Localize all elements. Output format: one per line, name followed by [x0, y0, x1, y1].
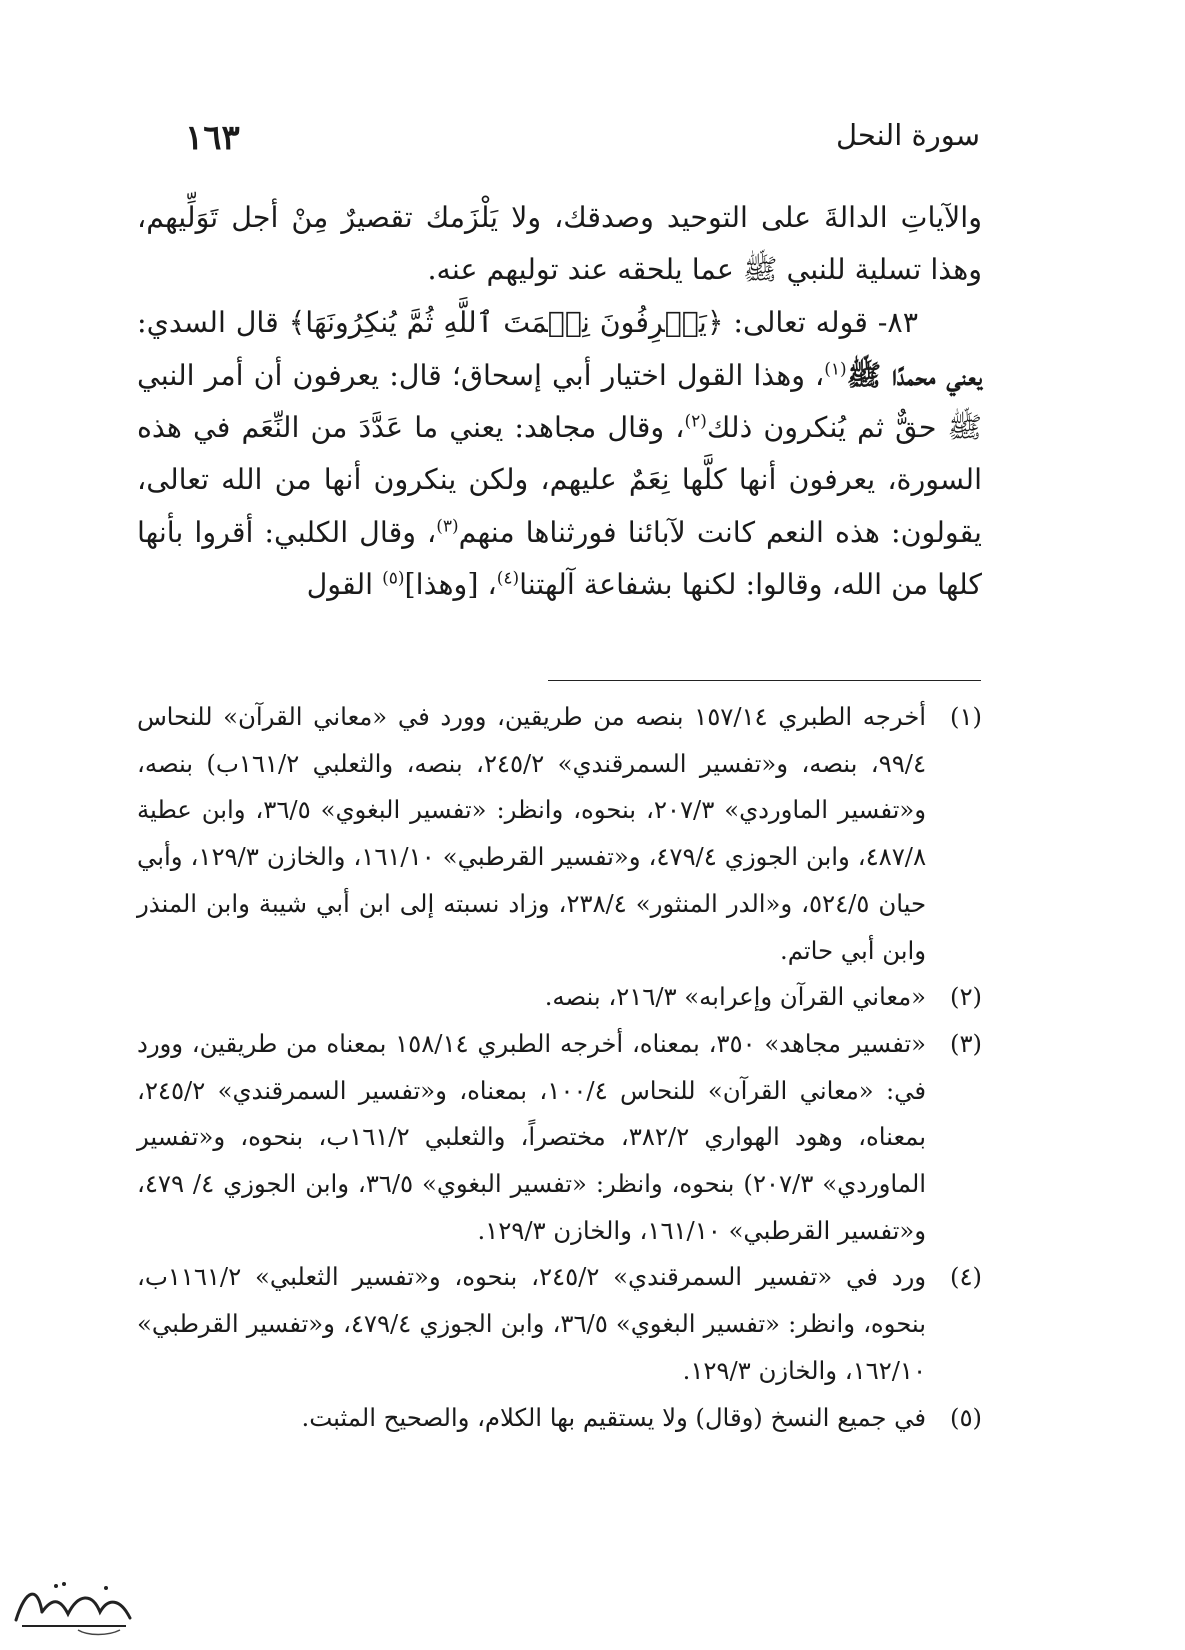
text-segment: ، وهذا القول اختيار أبي إسحاق؛ قال: يعرفون أن أمر النبي ﷺ حقٌّ ثم يُنكرون ذلك [137, 358, 982, 445]
footnote-number: (٣) [949, 1028, 982, 1058]
text-segment-bold: يعني محمدًا ﷺ [846, 357, 982, 392]
footnote-number: (٥) [949, 1402, 982, 1432]
footnote-text: «معاني القرآن وإعرابه» ٢١٦/٣، بنصه. [544, 982, 926, 1012]
page-number: ١٦٣ [185, 118, 240, 158]
footnote-1 [137, 694, 982, 974]
paragraph-1-line-2: وهذا تسلية للنبي ﷺ عما يلحقه عند توليهم عنه. [427, 253, 982, 287]
paragraph-2 [137, 297, 982, 612]
paragraph-1 [137, 192, 982, 297]
paragraph-1-line-1: والآياتِ الدالةَ على التوحيد وصدقك، ولا يَلْزَمك تقصيرٌ مِنْ أجل تَوَلِّيهم، [137, 201, 982, 234]
footnote-3 [137, 1021, 982, 1255]
text-segment: قال السدي: [137, 305, 289, 339]
footnote-number: (٢) [949, 982, 982, 1012]
footnote-4 [137, 1254, 982, 1394]
page-header [185, 118, 980, 168]
footnote-ref-1[interactable]: (١) [824, 359, 847, 380]
verse-intro: ٨٣- قوله تعالى: [723, 305, 919, 339]
footnote-text: «تفسير مجاهد» ٣٥٠، بمعناه، أخرجه الطبري ١٥٨/١٤ بمعناه من طريقين، وورد في: «معاني القرآن» للنحاس ١٠٠/٤، بمعناه، و«تفسير السمرقندي» ٢٤٥/٢، بمعناه، وهود الهواري ٣٨٢/٢، مختصراً، والثعلبي ١٦١/٢ب، بنحوه، و«تفسير الماوردي» ٢٠٧/٣) بنحوه، وانظر: «تفسير البغوي» ٣٦/٥، وابن الجوزي ٤/ ٤٧٩، و«تفسير القرطبي» ١٦١/١٠، والخازن ١٢٩/٣. [137, 1028, 927, 1245]
surah-title: سورة النحل [835, 118, 980, 152]
footnote-number: (١) [949, 702, 982, 731]
footnote-ref-3[interactable]: (٣) [436, 516, 459, 537]
footnote-text: ورد في «تفسير السمرقندي» ٢٤٥/٢، بنحوه، و«تفسير الثعلبي» ١١٦١/٢ب، بنحوه، وانظر: «تفسير البغوي» ٣٦/٥، وابن الجوزي ٤٧٩/٤، و«تفسير القرطبي» ١٦٢/١٠، والخازن ١٢٩/٣. [137, 1262, 926, 1385]
publisher-logo [8, 1568, 138, 1640]
quran-verse: ﴿يَعۡرِفُونَ نِعۡمَتَ ٱللَّهِ ثُمَّ يُنكِرُونَهَا﴾ [288, 305, 724, 339]
footnote-number: (٤) [949, 1262, 982, 1292]
footnote-text: أخرجه الطبري ١٥٧/١٤ بنصه من طريقين، وورد في «معاني القرآن» للنحاس ٩٩/٤، بنصه، و«تفسير السمرقندي» ٢٤٥/٢، بنصه، والثعلبي ١٦١/٢ب) بنصه، و«تفسير الماوردي» ٢٠٧/٣، بنحوه، وانظر: «تفسير البغوي» ٣٦/٥، وابن عطية ٤٨٧/٨، وابن الجوزي ٤٧٩/٤، و«تفسير القرطبي» ١٦١/١٠، والخازن ١٢٩/٣، وأبي حيان ٥٢٤/٥، و«الدر المنثور» ٢٣٨/٤، وزاد نسبته إلى ابن أبي شيبة وابن المنذر وابن أبي حاتم. [137, 702, 927, 965]
text-segment: ، [وهذا] [404, 568, 497, 602]
footnote-ref-4[interactable]: (٤) [496, 568, 520, 589]
footnote-ref-5[interactable]: (٥) [382, 568, 405, 589]
main-text [137, 192, 982, 611]
footnote-5 [137, 1395, 982, 1442]
footnote-2 [137, 974, 982, 1021]
text-segment: ، وقال مجاهد: يعني ما عَدَّدَ من النِّعَم في هذه السورة، يعرفون أنها كلَّها نِعَمٌ عليهم، ولكن ينكرون أنها من الله تعالى، يقولون: هذه النعم كانت لآبائنا فورثناها منهم [137, 411, 982, 549]
footnotes [137, 694, 982, 1441]
text-segment: القول [306, 568, 383, 602]
footnote-ref-2[interactable]: (٢) [684, 411, 707, 432]
footnote-text: في جميع النسخ (وقال) ولا يستقيم بها الكلام، والصحيح المثبت. [301, 1402, 926, 1432]
text-segment: ، وقال الكلبي: أقروا بأنها كلها من الله، وقالوا: لكنها بشفاعة آلهتنا [137, 515, 982, 602]
footnote-divider [548, 680, 981, 681]
